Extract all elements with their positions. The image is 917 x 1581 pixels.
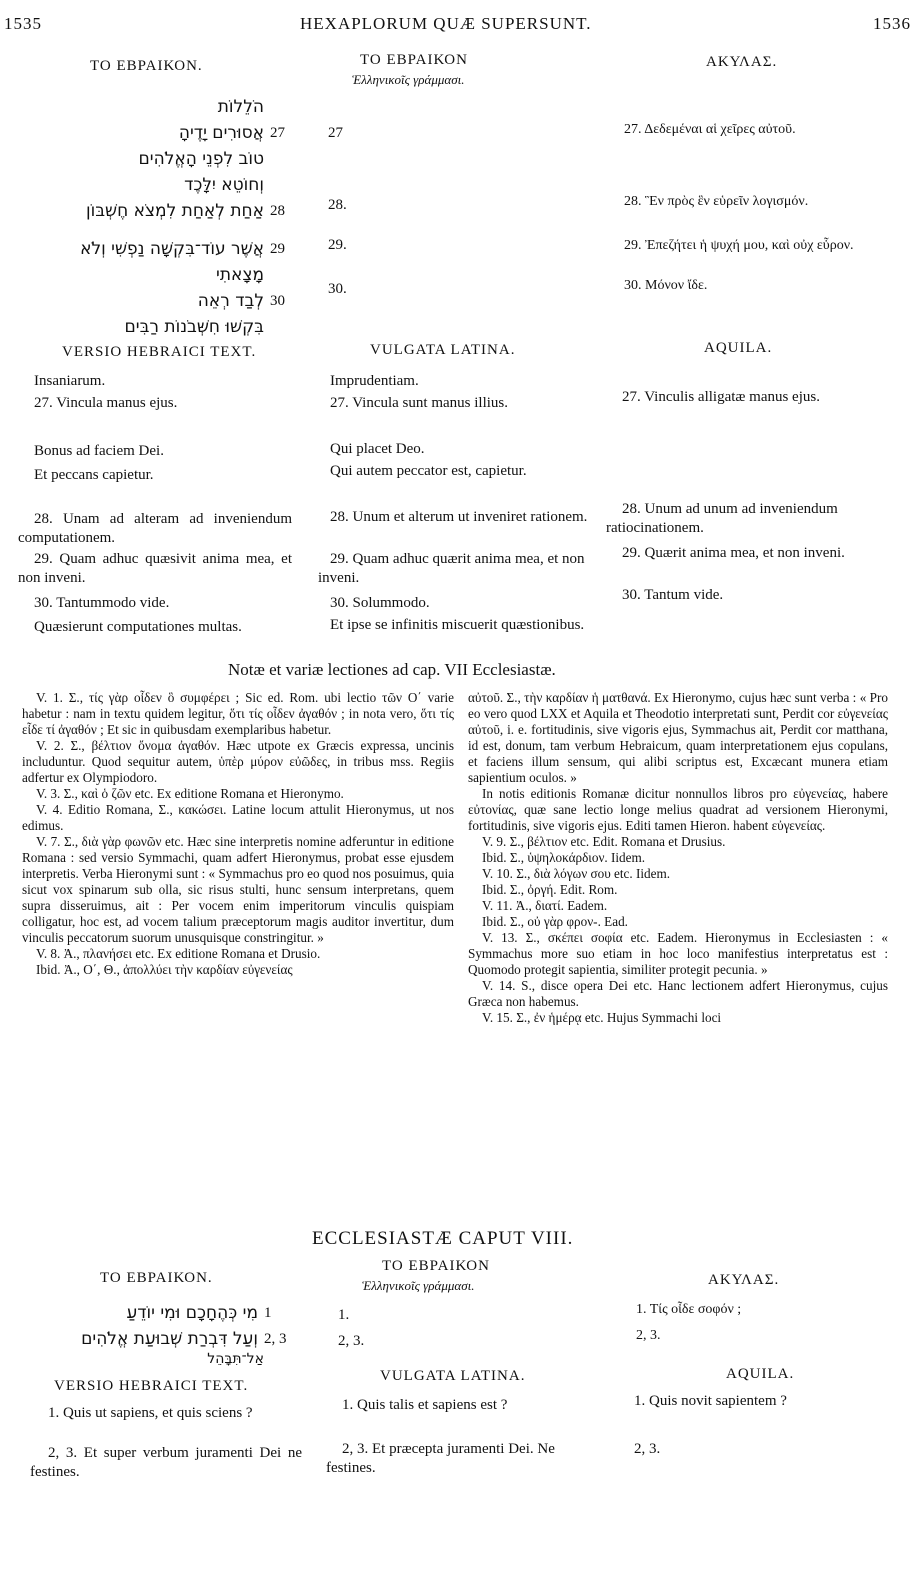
versio-line: Bonus ad faciem Dei. xyxy=(34,443,164,459)
vulgata-line: 30. Solummodo. xyxy=(330,595,430,611)
notes-left-column xyxy=(22,690,454,978)
col-head-greek: ΤΟ ΕΒΡΑΙΚΟΝ xyxy=(360,52,468,68)
note-paragraph: V. 10. Σ., διὰ λόγων σου etc. Iidem. xyxy=(482,866,671,881)
page-number-left: 1535 xyxy=(4,14,42,33)
col-head-versio: VERSIO HEBRAICI TEXT. xyxy=(62,344,257,360)
hebrew-line: טוֹב לִפְנֵי הָאֱלֹהִים xyxy=(138,149,264,169)
note-paragraph: V. 11. Ἀ., διατί. Eadem. xyxy=(482,898,608,913)
aquila-latin-line: 30. Tantum vide. xyxy=(622,587,724,603)
note-paragraph: V. 13. Σ., σκέπει σοφία etc. Eadem. Hieronymus in Ecclesiasten : « Symmachus more suo etiam in hoc loco manifestius interpretatus est : Quomodo protegit sapientia, similiter protegit pecunia. » xyxy=(468,930,888,977)
aquila-line: 1. Τίς οἶδε σοφόν ; xyxy=(636,1302,742,1317)
vulgata-line: Et ipse se infinitis miscuerit quæstionibus. xyxy=(330,617,585,633)
versio-line: 27. Vincula manus ejus. xyxy=(34,395,178,411)
notes-title: Notæ et variæ lectiones ad cap. VII Ecclesiastæ. xyxy=(228,660,556,679)
col-head-greek: ΤΟ ΕΒΡΑΙΚΟΝ xyxy=(382,1258,490,1274)
note-paragraph: V. 8. Ἀ., πλανήσει etc. Ex editione Romana et Drusio. xyxy=(36,946,321,961)
note-paragraph: V. 3. Σ., καὶ ὁ ζῶν etc. Ex editione Romana et Hieronymo. xyxy=(36,786,344,801)
greek-verse-number: 27 xyxy=(328,125,343,141)
greek-verse-number: 30. xyxy=(328,281,347,297)
vulgata-line: 1. Quis talis et sapiens est ? xyxy=(342,1397,508,1413)
hebrew-line: וְחוֹטֵא יִלָּכֶד xyxy=(184,175,264,195)
hebrew-line: אֲשֶׁר עוֹד־בִּקְשָׁה נַפְשִׁי וְלֹא 29 xyxy=(80,239,285,259)
aquila-latin-line: 2, 3. xyxy=(634,1441,661,1457)
hebrew-line: אַל־תִּבָּהֵל xyxy=(207,1351,264,1367)
col-head-vulgata: VULGATA LATINA. xyxy=(370,342,516,358)
versio-line: 29. Quam adhuc quæsivit anima mea, et non inveni. xyxy=(18,551,292,586)
col-head-aquila-latin: AQUILA. xyxy=(704,340,773,356)
note-paragraph: V. 4. Editio Romana, Σ., κακώσει. Latine locum attulit Hieronymus, ut nos edimus. xyxy=(22,802,454,833)
vulgata-line: 27. Vincula sunt manus illius. xyxy=(330,395,508,411)
vulgata-line: 28. Unum et alterum ut inveniret rationem. xyxy=(330,509,588,525)
aquila-latin-line: 28. Unum ad unum ad inveniendum ratiocinationem. xyxy=(606,501,838,536)
hebrew-line: הֹלֵלוֹת xyxy=(217,97,264,117)
hebrew-line: בִּקְשׁוּ חִשְּׁבֹנוֹת רַבִּים xyxy=(124,317,264,337)
notes-right-column xyxy=(468,690,888,1026)
versio-line: 30. Tantummodo vide. xyxy=(34,595,170,611)
aquila-latin-line: 29. Quærit anima mea, et non inveni. xyxy=(622,545,845,561)
greek-verse-number: 29. xyxy=(328,237,347,253)
col-head-hebrew: ΤΟ ΕΒΡΑΙΚΟΝ. xyxy=(100,1270,213,1286)
aquila-line: 27. Δεδεμέναι αἱ χεῖρες αὐτοῦ. xyxy=(624,122,796,137)
col-head-vulgata: VULGATA LATINA. xyxy=(380,1368,526,1384)
aquila-latin-line: 1. Quis novit sapientem ? xyxy=(634,1393,787,1409)
note-paragraph: V. 7. Σ., διὰ γὰρ φωνῶν etc. Hæc sine interpretis nomine adferuntur in editione Romana : sed versio Symmachi, quam adfert Hieronymus, probat esse ejusdem interpretis. Verba Hieronymi sunt : « Symmachus pro eo quod nos posuimus, quia sicut vox spinarum sub olla, sic risus stulti, hunc sensum interpretans, quem supra disseruimus, ait : Per vocem enim imperitorum vinculis quispiam colligatur, hoc est, ad vocem talium præceptorum magis auditor invertitur, dum vinculis peccatorum suorum unusquisque constringitur. » xyxy=(22,834,454,945)
note-paragraph: In notis editionis Romanæ dicitur nonnullos libros pro εὐγενείας, habere εὐτονίας, quæ sane lectio longe melius quadrat ad versionem Hieronymi, fortitudinis, sive vigoris ejus. Editi tamen Hieron. habent εὐγενείας. xyxy=(468,786,888,833)
note-paragraph: V. 14. S., disce opera Dei etc. Hanc lectionem adfert Hieronymus, cujus Græca non habemus. xyxy=(468,978,888,1009)
hebrew-column-viii xyxy=(0,1300,300,1372)
vulgata-line: Qui autem peccator est, capietur. xyxy=(330,463,527,479)
col-head-hebrew: ΤΟ ΕΒΡΑΙΚΟΝ. xyxy=(90,58,203,74)
aquila-latin-line: 27. Vinculis alligatæ manus ejus. xyxy=(622,389,820,405)
running-title: HEXAPLORUM QUÆ SUPERSUNT. xyxy=(300,14,592,33)
note-paragraph: Ibid. Σ., ὀργή. Edit. Rom. xyxy=(482,882,618,897)
aquila-line: 28. Ἓν πρὸς ἓν εὑρεῖν λογισμόν. xyxy=(624,194,809,209)
versio-line: 2, 3. Et super verbum juramenti Dei ne festines. xyxy=(30,1445,302,1480)
note-paragraph: V. 9. Σ., βέλτιον etc. Edit. Romana et Drusius. xyxy=(482,834,726,849)
greek-verse-number: 1. xyxy=(338,1307,350,1323)
versio-line: 28. Unam ad alteram ad inveniendum computationem. xyxy=(18,511,292,546)
note-paragraph: V. 15. Σ., ἐν ἡμέρᾳ etc. Hujus Symmachi loci xyxy=(482,1010,722,1025)
hebrew-column xyxy=(0,94,300,340)
vulgata-line: Qui placet Deo. xyxy=(330,441,425,457)
col-head-aquila: ΑΚΥΛΑΣ. xyxy=(706,54,778,70)
note-paragraph: αὐτοῦ. Σ., τὴν καρδίαν ἡ ματθανά. Ex Hieronymo, cujus hæc sunt verba : « Pro eo vero quod LXX et Aquila et Theodotio interpretati sunt, Perdit cor εὐγενείας αὐτοῦ, i. e. fortitudinis, sive vigoris ejus, Symmachus ait, Perdit cor matthana, id est, donum, tam verbum Hebraicum, quam interpretationem ejus copulans, et faciens illum sensum, qui alibi scriptus est, Excæcant munera etiam sapientium oculos. » xyxy=(468,690,888,785)
note-paragraph: V. 2. Σ., βέλτιον ὄνομα ἀγαθόν. Hæc utpote ex Græcis expressa, uncinis includuntur. Quod sequitur autem, ὑπὲρ μύρον εὐῶδες, in tribus mss. Regiis adfertur ex Olympiodoro. xyxy=(22,738,454,785)
vulgata-line: Imprudentiam. xyxy=(330,373,419,389)
col-head-greek-sub: Ἑλληνικοῖς γράμμασι. xyxy=(362,1278,475,1293)
hebrew-line: לְבַד רְאֵה 30 xyxy=(197,291,285,311)
hebrew-line: וְעַל דִּבְרַת שְׁבוּעַת אֱלֹהִים 2, 3 xyxy=(81,1329,287,1349)
note-paragraph: Ibid. Ἀ., Ο΄, Θ., ἀπολλύει τὴν καρδίαν εὐγενείας xyxy=(36,962,293,977)
versio-line: 1. Quis ut sapiens, et quis sciens ? xyxy=(48,1405,253,1421)
note-paragraph: Ibid. Σ., οὐ γὰρ φρον-. Ead. xyxy=(482,914,628,929)
hebrew-line: אֲסוּרִים יָדֶיהָ 27 xyxy=(178,123,285,143)
hebrew-line: מִי כְּהֶחָכָם וּמִי יוֹדֵעַ 1 xyxy=(126,1303,272,1323)
aquila-line: 29. Ἐπεζήτει ἡ ψυχή μου, καὶ οὐχ εὗρον. xyxy=(624,238,854,253)
vulgata-line: 2, 3. Et præcepta juramenti Dei. Ne festines. xyxy=(326,1441,555,1476)
col-head-aquila-latin: AQUILA. xyxy=(726,1366,795,1382)
page-number-right: 1536 xyxy=(873,14,911,33)
greek-verse-number: 2, 3. xyxy=(338,1333,365,1349)
note-paragraph: V. 1. Σ., τίς γὰρ οἶδεν ὃ συμφέρει ; Sic ed. Rom. ubi lectio τῶν Ο΄ varie habetur : nam in textu quidem legitur, ὅτι τίς οἶδεν ἀγαθόν ; in nota vero, ὅτι τίς εἶδε τί ἀγαθόν ; Et sic in quibusdam exemplaribus habetur. xyxy=(22,690,454,737)
vulgata-line: 29. Quam adhuc quærit anima mea, et non inveni. xyxy=(318,551,585,586)
col-head-aquila: ΑΚΥΛΑΣ. xyxy=(708,1272,780,1288)
greek-verse-number: 28. xyxy=(328,197,347,213)
hebrew-line: אַחַת לְאַחַת לִמְצֹא חֶשְׁבּוֹן 28 xyxy=(85,201,285,221)
col-head-greek-sub: Ἑλληνικοῖς γράμμασι. xyxy=(352,72,465,87)
aquila-line: 2, 3. xyxy=(636,1328,661,1343)
chapter-title: ECCLESIASTÆ CAPUT VIII. xyxy=(312,1228,574,1249)
note-paragraph: Ibid. Σ., ὑψηλοκάρδιον. Iidem. xyxy=(482,850,646,865)
hebrew-line: מָצָאתִי xyxy=(216,265,264,285)
versio-line: Quæsierunt computationes multas. xyxy=(34,619,242,635)
aquila-line: 30. Μόνον ἴδε. xyxy=(624,278,708,293)
versio-line: Et peccans capietur. xyxy=(34,467,154,483)
versio-line: Insaniarum. xyxy=(34,373,106,389)
col-head-versio: VERSIO HEBRAICI TEXT. xyxy=(54,1378,249,1394)
